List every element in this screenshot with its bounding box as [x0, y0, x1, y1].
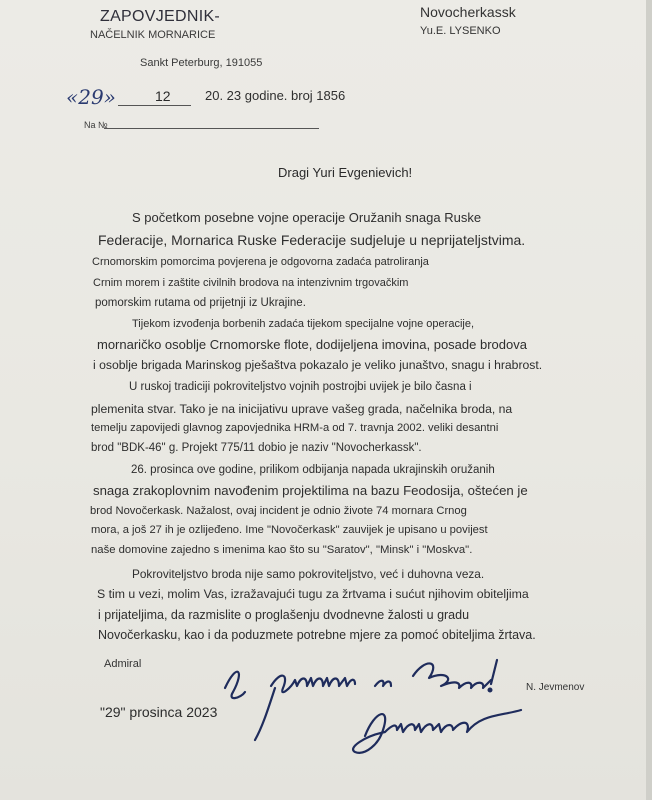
body-line: Pokroviteljstvo broda nije samo pokroviteljstvo, već i duhovna veza.	[132, 567, 485, 581]
reference-underline	[104, 128, 319, 129]
body-line: i prijateljima, da razmislite o proglašenju dvodnevne žalosti u gradu	[98, 608, 470, 622]
recipient-city: Novocherkassk	[420, 4, 516, 20]
greeting: Dragi Yuri Evgenievich!	[278, 165, 413, 180]
body-line: mornaričko osoblje Crnomorske flote, dodijeljena imovina, posade brodova	[97, 337, 527, 352]
body-line: brod "BDK-46" g. Projekt 775/11 dobio je naziv "Novocherkassk".	[91, 442, 422, 454]
body-line: Tijekom izvođenja borbenih zadaća tijekom specijalne vojne operacije,	[132, 318, 475, 330]
body-line: U ruskoj tradiciji pokroviteljstvo vojnih postrojbi uvijek je bilo časna i	[129, 381, 472, 393]
sender-address: Sankt Peterburg, 191055	[140, 57, 263, 69]
signer-name: N. Jevmenov	[526, 682, 585, 693]
body-line: i osoblje brigada Marinskog pješaštva pokazalo je veliko junaštvo, snagu i hrabrost.	[93, 358, 543, 372]
body-line: Novočerkasku, kao i da poduzmete potrebne mjere za pomoć obiteljima žrtava.	[98, 628, 536, 642]
body-line: brod Novočerkask. Nažalost, ovaj incident je odnio živote 74 mornara Crnog	[90, 505, 467, 517]
sender-subtitle: NAČELNIK MORNARICE	[90, 29, 216, 41]
body-line: Crnim morem i zaštite civilnih brodova na intenzivnim trgovačkim	[93, 277, 409, 289]
body-line: S tim u vezi, molim Vas, izražavajući tugu za žrtvama i sućut njihovim obiteljima	[97, 587, 529, 601]
body-line: temelju zapovijedi glavnog zapovjednika HRM-a od 7. travnja 2002. veliki desantni	[91, 422, 499, 434]
handwritten-signature	[215, 640, 535, 760]
body-line: mora, a još 27 ih je ozlijeđeno. Ime "Novočerkask" zauvijek je upisano u povijest	[91, 524, 488, 536]
date-month: 12	[155, 88, 171, 104]
body-line: Federacije, Mornarica Ruske Federacije sudjeluje u neprijateljstvima.	[98, 232, 526, 248]
signer-rank: Admiral	[104, 658, 142, 670]
sender-title: ZAPOVJEDNIK-	[100, 8, 221, 25]
body-line: snaga zrakoplovnim navođenim projektilima na bazu Feodosija, oštećen je	[93, 483, 528, 498]
reference-label: Na №	[84, 120, 108, 130]
date-day-handwritten: «29»	[66, 85, 116, 109]
body-line: S početkom posebne vojne operacije Oružanih snaga Ruske	[132, 210, 482, 225]
body-line: Crnomorskim pomorcima povjerena je odgovorna zadaća patroliranja	[92, 256, 429, 268]
body-line: pomorskim rutama od prijetnji iz Ukrajine.	[95, 297, 306, 309]
body-line: 26. prosinca ove godine, prilikom odbijanja napada ukrajinskih oružanih	[131, 464, 495, 476]
closing-date: "29" prosinca 2023	[100, 704, 218, 720]
date-year-number: 20. 23 godine. broj 1856	[205, 88, 346, 103]
body-line: naše domovine zajedno s imenima kao što su "Saratov", "Minsk" i "Moskva".	[91, 544, 473, 556]
date-underline	[118, 105, 191, 106]
recipient-name: Yu.E. LYSENKO	[420, 25, 501, 37]
body-line: plemenita stvar. Tako je na inicijativu uprave vašeg grada, načelnika broda, na	[91, 402, 513, 416]
